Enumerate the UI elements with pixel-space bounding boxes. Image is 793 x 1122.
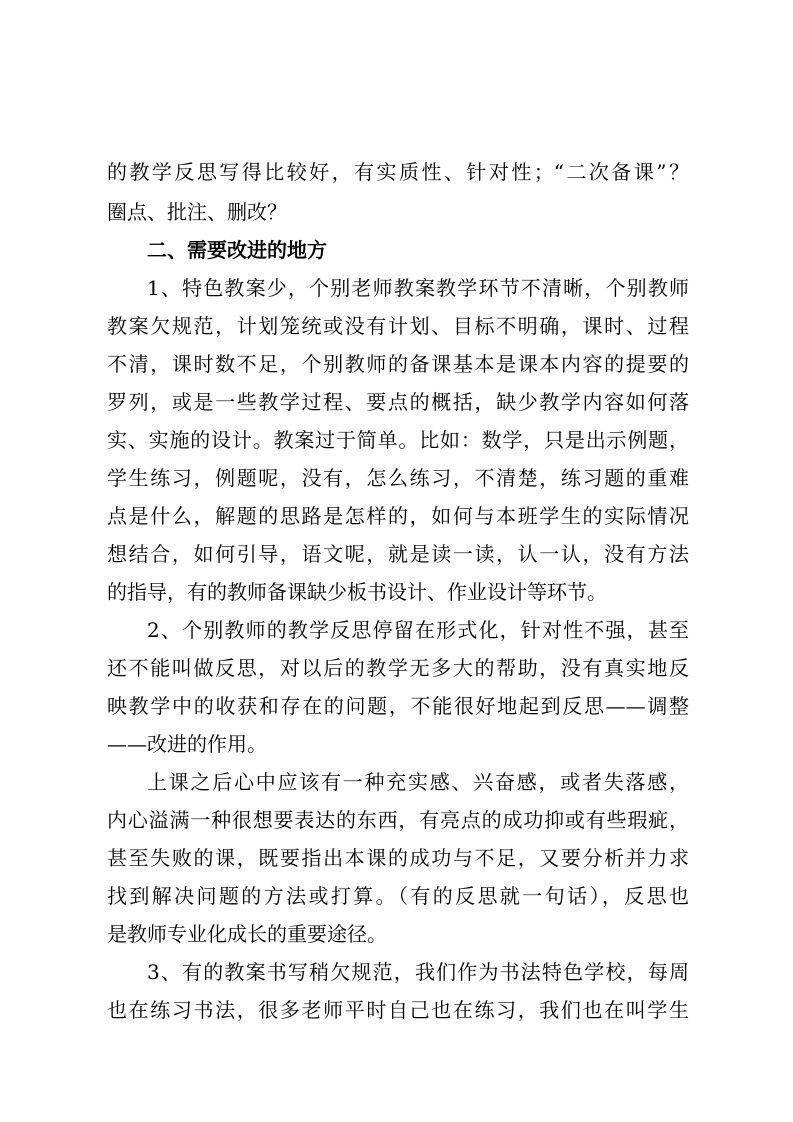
paragraph-3-line-4: 找到解决问题的方法或打算。（有的反思就一句话），反思也 xyxy=(107,884,689,908)
paragraph-2-line-2: 还不能叫做反思，对以后的教学无多大的帮助，没有真实地反 xyxy=(107,656,689,680)
intro-line-2: 圈点、批注、删改？ xyxy=(107,200,287,224)
paragraph-1-line-7: 点是什么，解题的思路是怎样的，如何与本班学生的实际情况 xyxy=(107,504,689,528)
paragraph-1-line-4: 罗列，或是一些教学过程、要点的概括，缺少教学内容如何落 xyxy=(107,390,689,414)
paragraph-1-line-3: 不清，课时数不足，个别教师的备课基本是课本内容的提要的 xyxy=(107,352,689,376)
paragraph-1-line-8: 想结合，如何引导，语文呢，就是读一读，认一认，没有方法 xyxy=(107,542,689,566)
section-heading: 二、需要改进的地方 xyxy=(147,238,327,262)
paragraph-4-line-1: 3、有的教案书写稍欠规范，我们作为书法特色学校，每周 xyxy=(147,960,689,984)
intro-line-1: 的教学反思写得比较好，有实质性、针对性；“二次备课”？ xyxy=(107,160,689,184)
paragraph-1-line-6: 学生练习，例题呢，没有，怎么练习，不清楚，练习题的重难 xyxy=(107,466,689,490)
paragraph-1-line-2: 教案欠规范，计划笼统或没有计划、目标不明确，课时、过程 xyxy=(107,314,689,338)
paragraph-1-line-9: 的指导，有的教师备课缺少板书设计、作业设计等环节。 xyxy=(107,580,607,604)
paragraph-1-line-1: 1、特色教案少，个别老师教案教学环节不清晰，个别教师 xyxy=(147,276,689,300)
paragraph-2-line-1: 2、个别教师的教学反思停留在形式化，针对性不强，甚至 xyxy=(147,618,689,642)
paragraph-4-line-2: 也在练习书法，很多老师平时自己也在练习，我们也在叫学生 xyxy=(107,998,689,1022)
paragraph-3-line-5: 是教师专业化成长的重要途径。 xyxy=(107,922,387,946)
paragraph-2-line-3: 映教学中的收获和存在的问题，不能很好地起到反思——调整 xyxy=(107,694,689,718)
paragraph-3-line-3: 甚至失败的课，既要指出本课的成功与不足，又要分析并力求 xyxy=(107,846,689,870)
paragraph-1-line-5: 实、实施的设计。教案过于简单。比如：数学，只是出示例题， xyxy=(107,428,689,452)
paragraph-3-line-1: 上课之后心中应该有一种充实感、兴奋感，或者失落感， xyxy=(147,770,689,794)
paragraph-2-line-4: ——改进的作用。 xyxy=(107,732,267,756)
paragraph-3-line-2: 内心溢满一种很想要表达的东西，有亮点的成功抑或有些瑕疵， xyxy=(107,808,689,832)
